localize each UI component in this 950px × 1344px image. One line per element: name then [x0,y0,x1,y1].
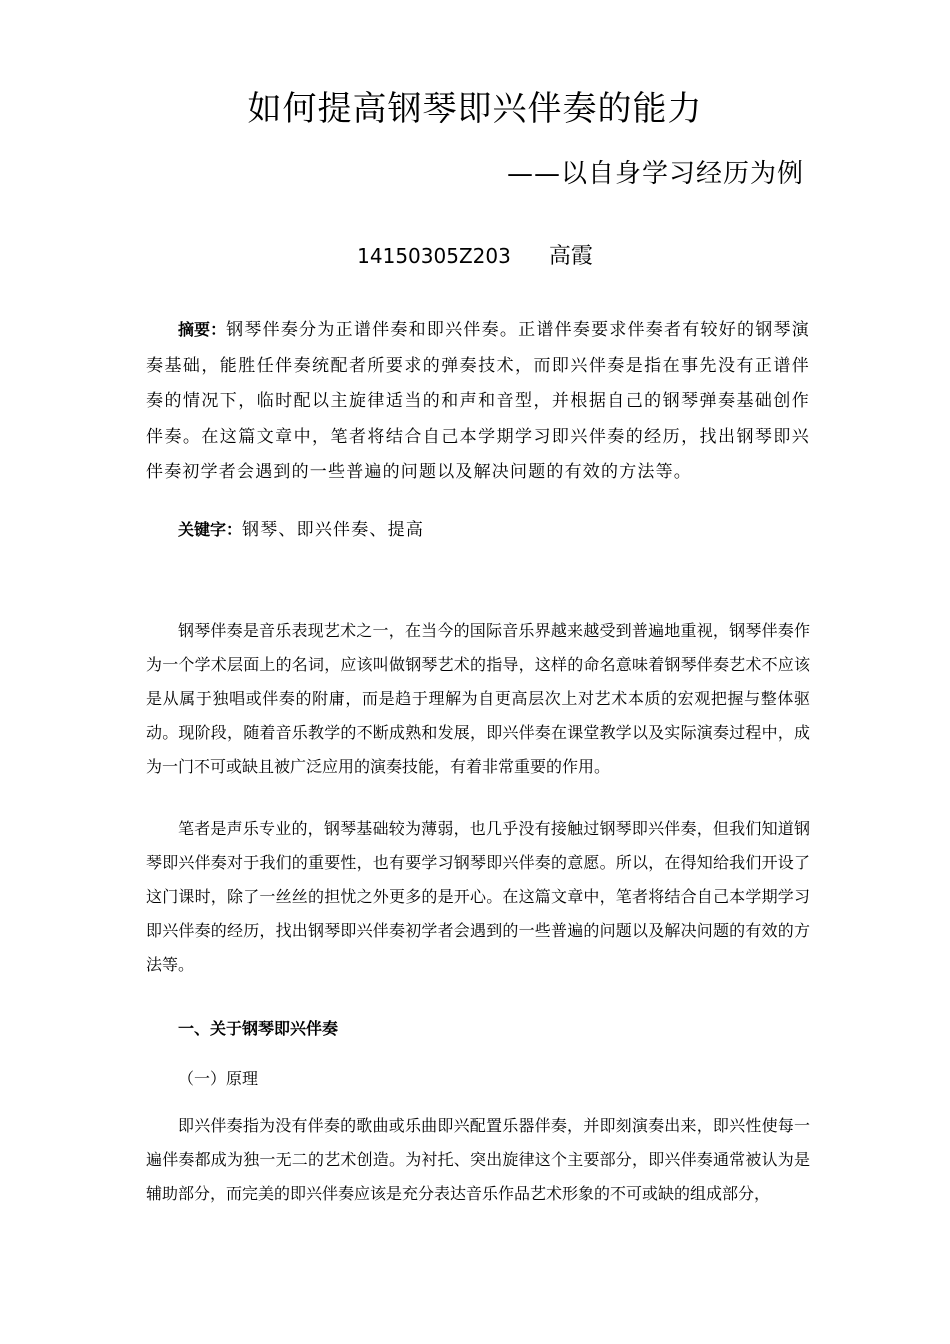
keywords-block [178,512,424,548]
keywords-text: 钢琴、即兴伴奏、提高 [242,520,425,540]
body-paragraph: 笔者是声乐专业的，钢琴基础较为薄弱，也几乎没有接触过钢琴即兴伴奏，但我们知道钢琴即兴伴奏对于我们的重要性，也有要学习钢琴即兴伴奏的意愿。所以，在得知给我们开设了这门课时，除了一丝丝的担忧之外更多的是开心。在这篇文章中，笔者将结合自己本学期学习即兴伴奏的经历，找出钢琴即兴伴奏初学者会遇到的一些普遍的问题以及解决问题的有效的方法等。 [146,819,810,974]
author-name: 高霞 [548,244,593,269]
student-id: 14150305Z203 [357,244,511,268]
body-paragraph: 钢琴伴奏是音乐表现艺术之一，在当今的国际音乐界越来越受到普遍地重视，钢琴伴奏作为一个学术层面上的名词，应该叫做钢琴艺术的指导，这样的命名意味着钢琴伴奏艺术不应该是从属于独唱或伴奏的附庸，而是趋于理解为自更高层次上对艺术本质的宏观把握与整体驱动。现阶段，随着音乐教学的不断成熟和发展，即兴伴奏在课堂教学以及实际演奏过程中，成为一门不可或缺且被广泛应用的演奏技能，有着非常重要的作用。 [146,621,810,776]
body-paragraph: 即兴伴奏指为没有伴奏的歌曲或乐曲即兴配置乐器伴奏，并即刻演奏出来，即兴性使每一遍伴奏都成为独一无二的艺术创造。为衬托、突出旋律这个主要部分，即兴伴奏通常被认为是辅助部分，而完美的即兴伴奏应该是充分表达音乐作品艺术形象的不可或缺的组成部分， [146,1116,810,1203]
keywords-label: 关键字： [178,520,243,539]
document-subtitle: ——以自身学习经历为例 [506,159,804,189]
section-heading: 一、关于钢琴即兴伴奏 [178,1019,339,1038]
abstract-text: 钢琴伴奏分为正谱伴奏和即兴伴奏。正谱伴奏要求伴奏者有较好的钢琴演奏基础，能胜任伴奏统配者所要求的弹奏技术，而即兴伴奏是指在事先没有正谱伴奏的情况下，临时配以主旋律适当的和声和音型，并根据自己的钢琴弹奏基础创作伴奏。在这篇文章中，笔者将结合自己本学期学习即兴伴奏的经历，找出钢琴即兴伴奏初学者会遇到的一些普遍的问题以及解决问题的有效的方法等。 [146,320,810,482]
author-line [0,236,950,277]
abstract-label: 摘要： [178,320,227,339]
document-title: 如何提高钢琴即兴伴奏的能力 [247,89,703,129]
subsection-heading: （一）原理 [178,1069,259,1088]
abstract-block [146,312,810,491]
